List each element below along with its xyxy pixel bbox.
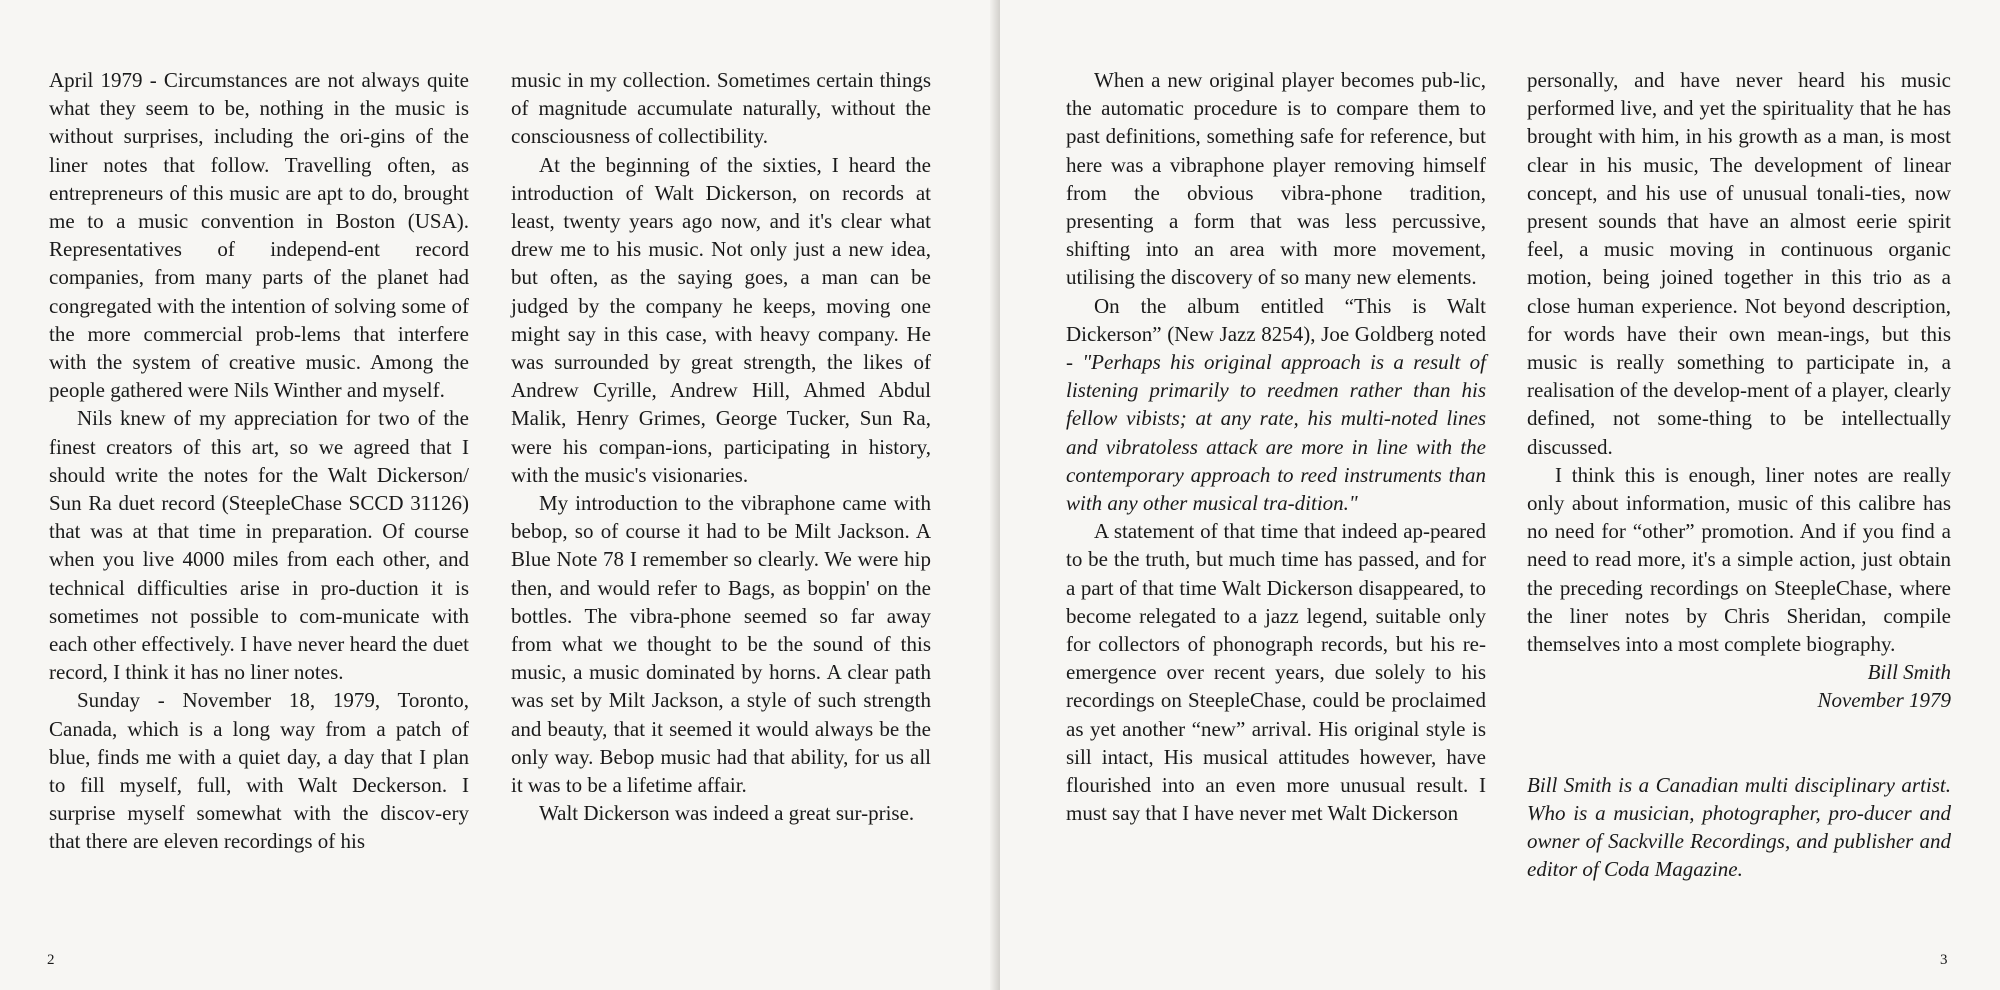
left-page <box>0 0 994 990</box>
paragraph: Sunday - November 18, 1979, Toronto, Canada, which is a long way from a patch of blue, finds me with a quiet day, a day that I plan to fill myself, full, with Walt Deckerson. I surprise myself somewhat with the discov-ery that there are eleven recordings of his <box>49 688 469 854</box>
paragraph: I think this is enough, liner notes are really only about information, music of this calibre has no need for “other” promotion. And if you find a need to read more, it's a simple action, just obtain the preceding recordings on SteepleChase, where the liner notes by Chris Sheridan, compile themselves into a most complete biography. <box>1527 462 1951 657</box>
paragraph-with-quote <box>1066 292 1486 518</box>
goldberg-quote: "Perhaps his original approach is a result of listening primarily to reedmen rather than his fellow vibists; at any rate, his multi-noted lines and vibratoless attack are more in line with the contemporary approach to reed instruments than with any other musical tra-dition." <box>1066 350 1487 516</box>
left-column-1 <box>49 66 469 856</box>
paragraph: My introduction to the vibraphone came with bebop, so of course it had to be Milt Jackson. A Blue Note 78 I remember so clearly. We were hip then, and would refer to Bags, as boppin' on the bottles. The vibra-phone seemed so far away from what we thought to be the sound of this music, a music dominated by horns. A clear path was set by Milt Jackson, a style of such strength and beauty, that it seemed it would always be the only way. Bebop music had that ability, for us all it was to be a lifetime affair. <box>511 491 931 798</box>
right-column-2 <box>1527 66 1951 883</box>
author-bio: Bill Smith is a Canadian multi disciplinary artist. Who is a musician, photographer, pro-ducer and owner of Sackville Recordings, and publisher and editor of Coda Magazine. <box>1527 772 1951 882</box>
paragraph: music in my collection. Sometimes certain things of magnitude accumulate naturally, without the consciousness of collectibility. <box>511 68 931 149</box>
page-number: 3 <box>1940 952 1948 968</box>
paragraph: Walt Dickerson was indeed a great sur-prise. <box>539 801 915 826</box>
left-column-2 <box>511 66 931 827</box>
paragraph: When a new original player becomes pub-lic, the automatic procedure is to compare them to past definitions, something safe for reference, but here was a vibraphone player removing himself from the obvious vibra-phone tradition, presenting a form that was less percussive, shifting into an area with more movement, utilising the discovery of so many new elements. <box>1066 68 1486 290</box>
paragraph: A statement of that time that indeed ap-peared to be the truth, but much time has passed, and for a part of that time Walt Dickerson disappeared, to become relegated to a jazz legend, suitable only for collectors of phonograph records, but his re-emergence over recent years, due solely to his recordings on SteepleChase, could be proclaimed as yet another “new” arrival. His original style is sill intact, His musical attitudes however, have flourished into an even more unusual result. I must say that I have never met Walt Dickerson <box>1066 519 1486 826</box>
paragraph: At the beginning of the sixties, I heard the introduction of Walt Dickerson, on records at least, twenty years ago now, and it's clear what drew me to his music. Not only just a new idea, but often, as the saying goes, a man can be judged by the company he keeps, moving one might say in this case, with heavy company. He was surrounded by great strength, the likes of Andrew Cyrille, Andrew Hill, Ahmed Abdul Malik, Henry Grimes, George Tucker, Sun Ra, were his compan-ions, participating in history, with the music's visionaries. <box>511 152 931 487</box>
paragraph: personally, and have never heard his music performed live, and yet the spirituality that he has brought with him, in his growth as a man, is most clear in his music, The development of linear concept, and his use of unusual tonali-ties, now present sounds that have an almost eerie spirit feel, a music moving in continuous organic motion, being joined together in this trio as a close human experience. Not beyond description, for words have their own mean-ings, but this music is really something to participate in, a realisation of the develop-ment of a player, clearly defined, not some-thing to be intellectually discussed. <box>1527 68 1951 459</box>
signature-name: Bill Smith <box>1867 660 1951 685</box>
paragraph: Nils knew of my appreciation for two of the finest creators of this art, so we agreed that I should write the notes for the Walt Dickerson/ Sun Ra duet record (SteepleChase SCCD 31126) that was at that time in preparation. Of course when you live 4000 miles from each other, and technical difficulties arise in pro-duction it is sometimes not possible to com-municate with each other effectively. I have never heard the duet record, I think it has no liner notes. <box>49 406 469 685</box>
paragraph: April 1979 - Circumstances are not always quite what they seem to be, nothing in the music is without surprises, including the ori-gins of the liner notes that follow. Travelling often, as entrepreneurs of this music are apt to do, brought me to a music convention in Boston (USA). Representatives of independ-ent record companies, from many parts of the planet had congregated with the intention of solving some of the more commercial prob-lems that interfere with the system of creative music. Among the people gathered were Nils Winther and myself. <box>49 68 469 403</box>
signature-date: November 1979 <box>1817 688 1951 713</box>
right-column-1 <box>1066 66 1486 827</box>
quote-lead-in: On the album entitled “This is Walt Dickerson” (New Jazz 8254), Joe Goldberg noted - <box>1066 293 1486 375</box>
page-number: 2 <box>47 952 55 968</box>
